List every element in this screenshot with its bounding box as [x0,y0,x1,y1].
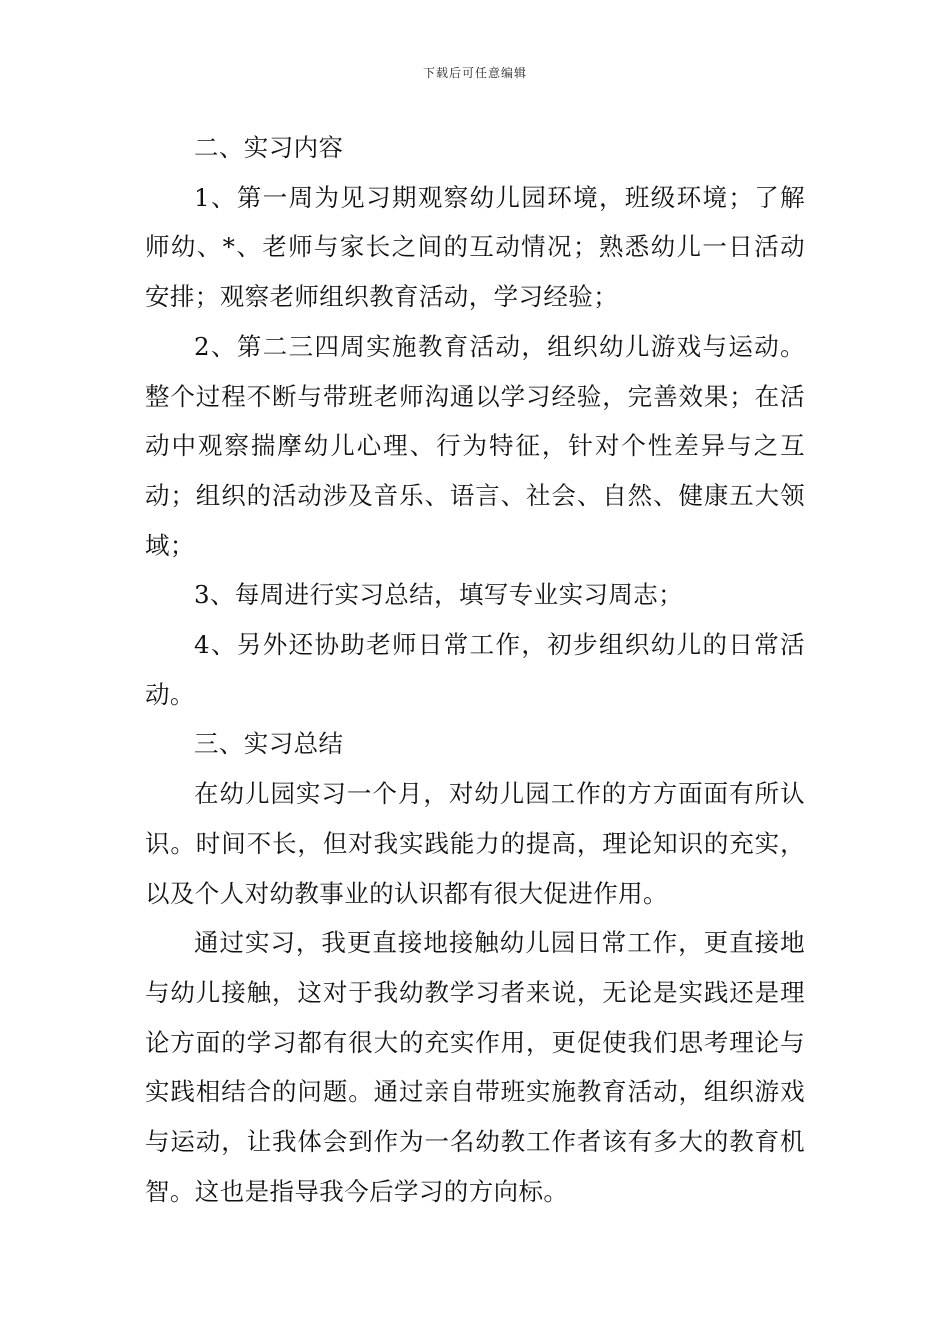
paragraph-summary-reflection: 通过实习，我更直接地接触幼儿园日常工作，更直接地与幼儿接触，这对于我幼教学习者来说，无论是实践还是理论方面的学习都有很大的充实作用，更促使我们思考理论与实践相结合的问题。通过亲自带班实施教育活动，组织游戏与运动，让我体会到作为一名幼教工作者该有多大的教育机智。这也是指导我今后学习的方向标。 [145,928,805,1206]
paragraph-weekly-summary: 3、每周进行实习总结，填写专业实习周志； [194,580,684,610]
paragraph-summary-overview: 在幼儿园实习一个月，对幼儿园工作的方方面面有所认识。时间不长，但对我实践能力的提高，理论知识的充实，以及个人对幼教事业的认识都有很大促进作用。 [145,779,805,908]
section-heading-internship-content: 二、实习内容 [194,133,344,162]
paragraph-weeks-two-to-four: 2、第二三四周实施教育活动，组织幼儿游戏与运动。整个过程不断与带班老师沟通以学习经验，完善效果；在活动中观察揣摩幼儿心理、行为特征，针对个性差异与之互动；组织的活动涉及音乐、语言、社会、自然、健康五大领域； [145,331,805,560]
page-header: 下载后可任意编辑 [422,66,527,80]
paragraph-week-one: 1、第一周为见习期观察幼儿园环境，班级环境；了解师幼、*、老师与家长之间的互动情况；熟悉幼儿一日活动安排；观察老师组织教育活动，学习经验； [145,182,805,312]
paragraph-assist-teacher: 4、另外还协助老师日常工作，初步组织幼儿的日常活动。 [145,630,805,709]
document-body [145,123,805,1216]
section-heading-internship-summary: 三、实习总结 [194,729,344,759]
